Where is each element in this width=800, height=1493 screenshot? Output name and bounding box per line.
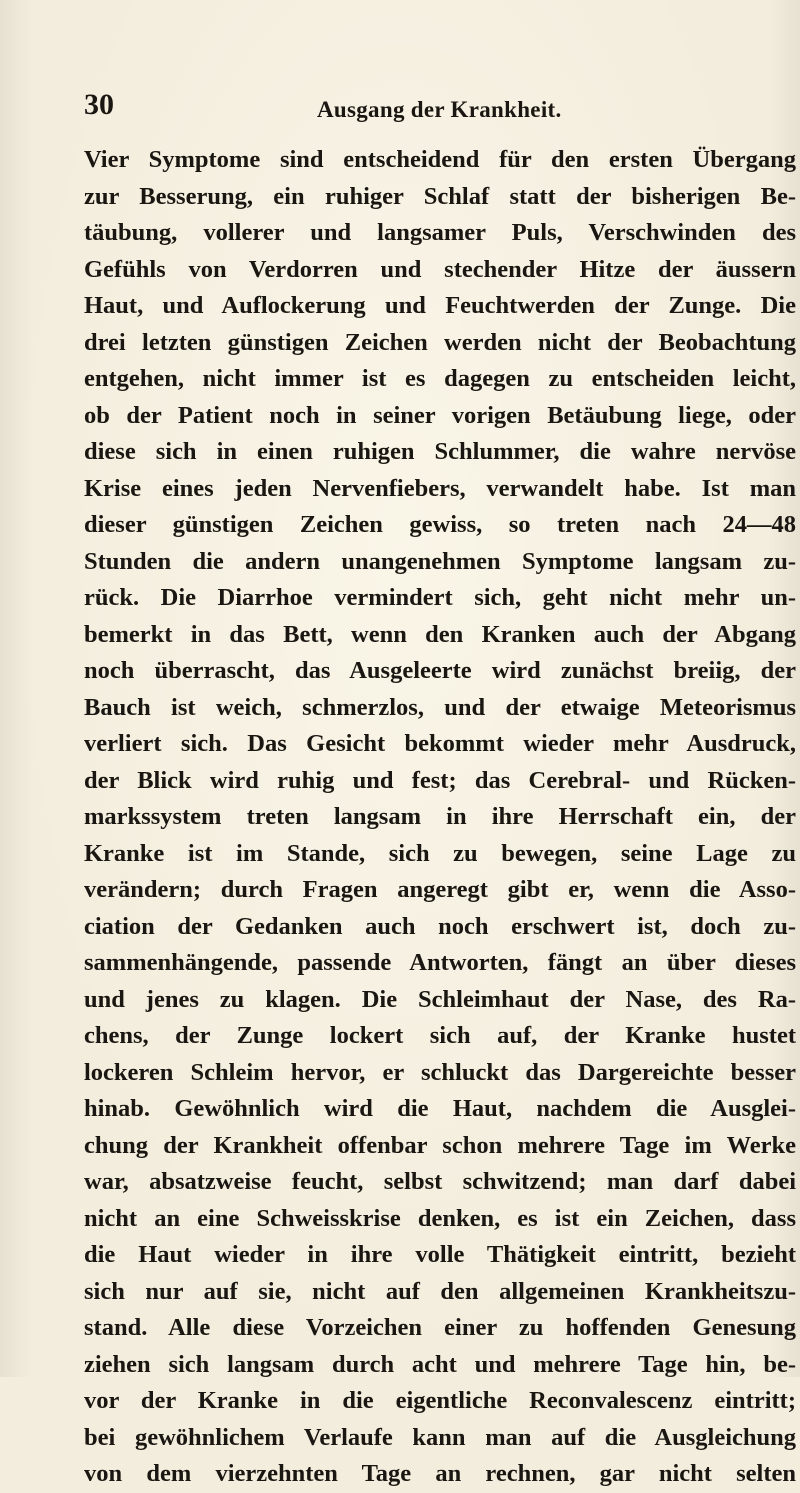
text-line: Kranke ist im Stande, sich zu bewegen, seine Lage zu: [84, 839, 796, 867]
text-line: noch überrascht, das Ausgeleerte wird zunächst breiig, der: [84, 657, 796, 684]
text-line: dieser günstigen Zeichen gewiss, so treten nach 24—48: [84, 511, 796, 538]
text-line: rück. Die Diarrhoe vermindert sich, geht nicht mehr un-: [84, 584, 796, 611]
running-title: Ausgang der Krankheit.: [317, 97, 562, 122]
text-line: verändern; durch Fragen angeregt gibt er, wenn die Asso-: [84, 876, 796, 903]
text-line: entgehen, nicht immer ist es dagegen zu entscheiden leicht,: [84, 365, 796, 392]
text-line: ob der Patient noch in seiner vorigen Betäubung liege, oder: [84, 401, 796, 429]
body-paragraph: [84, 142, 796, 1493]
text-line: Bauch ist weich, schmerzlos, und der etwaige Meteorismus: [84, 693, 796, 721]
text-line: Vier Symptome sind entscheidend für den ersten Übergang: [84, 146, 796, 173]
text-line: Haut, und Auflockerung und Feuchtwerden der Zunge. Die: [84, 292, 796, 319]
text-line: sammenhängende, passende Antworten, fängt an über dieses: [84, 949, 796, 976]
text-line: Krise eines jeden Nervenfiebers, verwandelt habe. Ist man: [84, 474, 796, 502]
text-line: lockeren Schleim hervor, er schluckt das Dargereichte besser: [84, 1058, 796, 1086]
text-line: diese sich in einen ruhigen Schlummer, die wahre nervöse: [84, 438, 796, 465]
text-line: war, absatzweise feucht, selbst schwitzend; man darf dabei: [84, 1168, 796, 1195]
text-line: Gefühls von Verdorren und stechender Hitze der äussern: [84, 255, 796, 283]
running-head: [84, 88, 724, 128]
text-line: von dem vierzehnten Tage an rechnen, gar nicht selten: [84, 1460, 796, 1487]
text-line: chens, der Zunge lockert sich auf, der Kranke hustet: [84, 1022, 796, 1049]
text-line: täubung, vollerer und langsamer Puls, Verschwinden des: [84, 219, 796, 246]
text-line: und jenes zu klagen. Die Schleimhaut der Nase, des Ra-: [84, 985, 796, 1013]
text-line: verliert sich. Das Gesicht bekommt wieder mehr Ausdruck,: [84, 730, 796, 757]
text-line: Stunden die andern unangenehmen Symptome langsam zu-: [84, 547, 796, 575]
text-line: drei letzten günstigen Zeichen werden nicht der Beobachtung: [84, 328, 796, 356]
text-line: ziehen sich langsam durch acht und mehrere Tage hin, be-: [84, 1350, 796, 1378]
text-line: nicht an eine Schweisskrise denken, es ist ein Zeichen, dass: [84, 1204, 796, 1232]
text-line: vor der Kranke in die eigentliche Reconvalescenz eintritt;: [84, 1387, 796, 1414]
text-line: der Blick wird ruhig und fest; das Cerebral- und Rücken-: [84, 766, 796, 794]
text-line: stand. Alle diese Vorzeichen einer zu hoffenden Genesung: [84, 1314, 796, 1341]
text-line: sich nur auf sie, nicht auf den allgemeinen Krankheitszu-: [84, 1277, 796, 1305]
text-line: ciation der Gedanken auch noch erschwert ist, doch zu-: [84, 912, 796, 940]
text-line: bemerkt in das Bett, wenn den Kranken auch der Abgang: [84, 620, 796, 648]
text-line: die Haut wieder in ihre volle Thätigkeit eintritt, bezieht: [84, 1241, 796, 1268]
text-line: markssystem treten langsam in ihre Herrschaft ein, der: [84, 803, 796, 830]
page-number: 30: [84, 88, 114, 121]
text-line: chung der Krankheit offenbar schon mehrere Tage im Werke: [84, 1131, 796, 1159]
text-line: hinab. Gewöhnlich wird die Haut, nachdem die Ausglei-: [84, 1095, 796, 1122]
text-line: bei gewöhnlichem Verlaufe kann man auf die Ausgleichung: [84, 1423, 796, 1451]
text-line: zur Besserung, ein ruhiger Schlaf statt der bisherigen Be-: [84, 182, 796, 210]
